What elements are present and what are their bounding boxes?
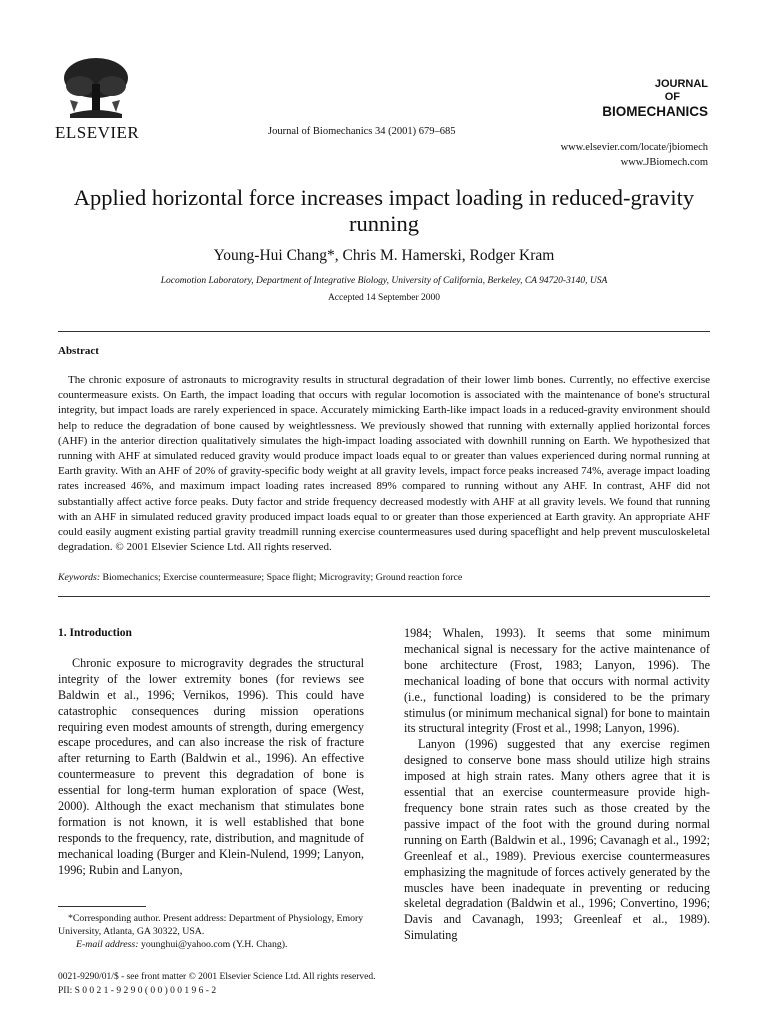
footnote [58, 912, 364, 951]
front-matter [58, 970, 375, 998]
email-value[interactable]: younghui@yahoo.com (Y.H. Chang). [140, 939, 288, 950]
publisher-name: ELSEVIER [55, 123, 140, 142]
article-affiliation: Locomotion Laboratory, Department of Integrative Biology, University of California, Berkeley, CA 94720-3140, USA [160, 276, 608, 286]
journal-brand [602, 78, 708, 120]
keywords-label: Keywords: [58, 572, 101, 583]
body-paragraph: 1984; Whalen, 1993). It seems that some minimum mechanical signal is necessary for the active maintenance of bone architecture (Frost, 1983; Lanyon, 1996). The mechanical loading of bone that occurs with normal activity (i.e., functional loading) is considered to be the primary stimulus (or minimum mechanical signal) for bone to maintain its structural integrity (Frost et al., 1998; Lanyon, 1996). [404, 626, 710, 736]
email-label: E-mail address: [76, 939, 139, 950]
journal-urls [561, 140, 708, 170]
body-column-right [404, 626, 710, 944]
publisher-logo [55, 56, 140, 143]
divider-top [58, 331, 710, 332]
issn-line: 0021-9290/01/$ - see front matter © 2001 Elsevier Science Ltd. All rights reserved. [58, 972, 376, 982]
section-heading: 1. Introduction [58, 627, 132, 639]
journal-brand-line3: BIOMECHANICS [602, 104, 708, 119]
accepted-date: Accepted 14 September 2000 [327, 293, 441, 303]
journal-brand-line1: JOURNAL [654, 78, 708, 90]
article-title: Applied horizontal force increases impact loading in reduced-gravity running [73, 185, 695, 236]
corresponding-author-note: *Corresponding author. Present address: Department of Physiology, Emory University, Atlanta, GA 30322, USA. [58, 913, 364, 937]
body-paragraph: Chronic exposure to microgravity degrades the structural integrity of the lower extremity bones (for reviews see Baldwin et al., 1996; Vernikos, 1996). This could have catastrophic consequences during mission operations requiring even modest amounts of strength, during emergency escape procedures, and can also increase the risk of fracture after returning to Earth (Baldwin et al., 1996). An effective countermeasure to prevent this degradation of bone is essential for long-term human exploration of space (West, 2000). Although the exact mechanism that stimulates bone formation is not known, it is well established that bone responds to the frequency, rate, distribution, and magnitude of mechanical loading (Burger and Klein-Nulend, 1999; Lanyon, 1996; Rubin and Lanyon, [58, 655, 364, 877]
journal-url-1[interactable]: www.elsevier.com/locate/jbiomech [560, 142, 708, 153]
keywords-text: Biomechanics; Exercise countermeasure; Space flight; Microgravity; Ground reaction force [102, 572, 463, 583]
pii-line: PII: S 0 0 2 1 - 9 2 9 0 ( 0 0 ) 0 0 1 9 6 - 2 [58, 986, 217, 996]
journal-brand-line2: OF [664, 91, 680, 103]
email-note [58, 938, 364, 951]
journal-url-2[interactable]: www.JBiomech.com [620, 157, 708, 168]
abstract-heading: Abstract [58, 345, 99, 357]
divider-bottom [58, 596, 710, 597]
body-paragraph: Lanyon (1996) suggested that any exercise regimen designed to conserve bone mass should utilize high strains imposed at high strain rates. Many others agree that it is essential that an exercise countermeasure provide high-frequency bone strain rates such as those created by the passive impact of the foot with the ground during normal running on Earth (Baldwin et al., 1996; Cavanagh et al., 1992; Greenleaf et al., 1989). Previous exercise countermeasures emphasizing the magnitude of forces actively generated by the muscles have been inadequate in preventing or reducing skeletal degradation (Baldwin et al., 1996; Convertino, 1996; Davis and Cavanagh, 1993; Greenleaf et al., 1989). Simulating [404, 737, 710, 943]
abstract-text: The chronic exposure of astronauts to microgravity results in structural degradation of their lower limb bones. Currently, no effective exercise countermeasure exists. On Earth, the impact loading that occurs with regular locomotion is associated with the maintenance of bone's structural integrity, but impact loads are rarely experienced in space. Accurately mimicking Earth-like impact loads in a reduced-gravity environment should help to reduce the degradation of bone caused by weightlessness. We previously showed that running with externally applied horizontal forces (AHF) in the anterior direction qualitatively simulates the high-impact loading associated with downhill running on Earth. We hypothesized that running with AHF at simulated reduced gravity would produce impact loads equal to or greater than values experienced during normal running at Earth gravity. With an AHF of 20% of gravity-specific body weight at all gravity levels, impact force peaks increased 74%, average impact loading rates increased 46%, and maximum impact loading rates increased 89% compared to running without any AHF. In contrast, AHF did not substantially affect active force peaks. Duty factor and stride frequency decreased modestly with AHF at all gravity levels. We found that running with an AHF in simulated reduced gravity produced impact loads equal to or greater than those experienced at Earth gravity. An appropriate AHF could easily augment existing partial gravity treadmill running exercise countermeasures used during spaceflight and help prevent musculoskeletal degradation. © 2001 Elsevier Science Ltd. All rights reserved. [58, 374, 710, 554]
elsevier-tree-icon [60, 56, 132, 120]
footnote-divider [58, 906, 146, 907]
keywords [58, 572, 710, 583]
body-column-left [58, 626, 364, 879]
journal-citation: Journal of Biomechanics 34 (2001) 679–685 [268, 126, 456, 137]
article-authors: Young-Hui Chang*, Chris M. Hamerski, Rodger Kram [213, 247, 555, 264]
